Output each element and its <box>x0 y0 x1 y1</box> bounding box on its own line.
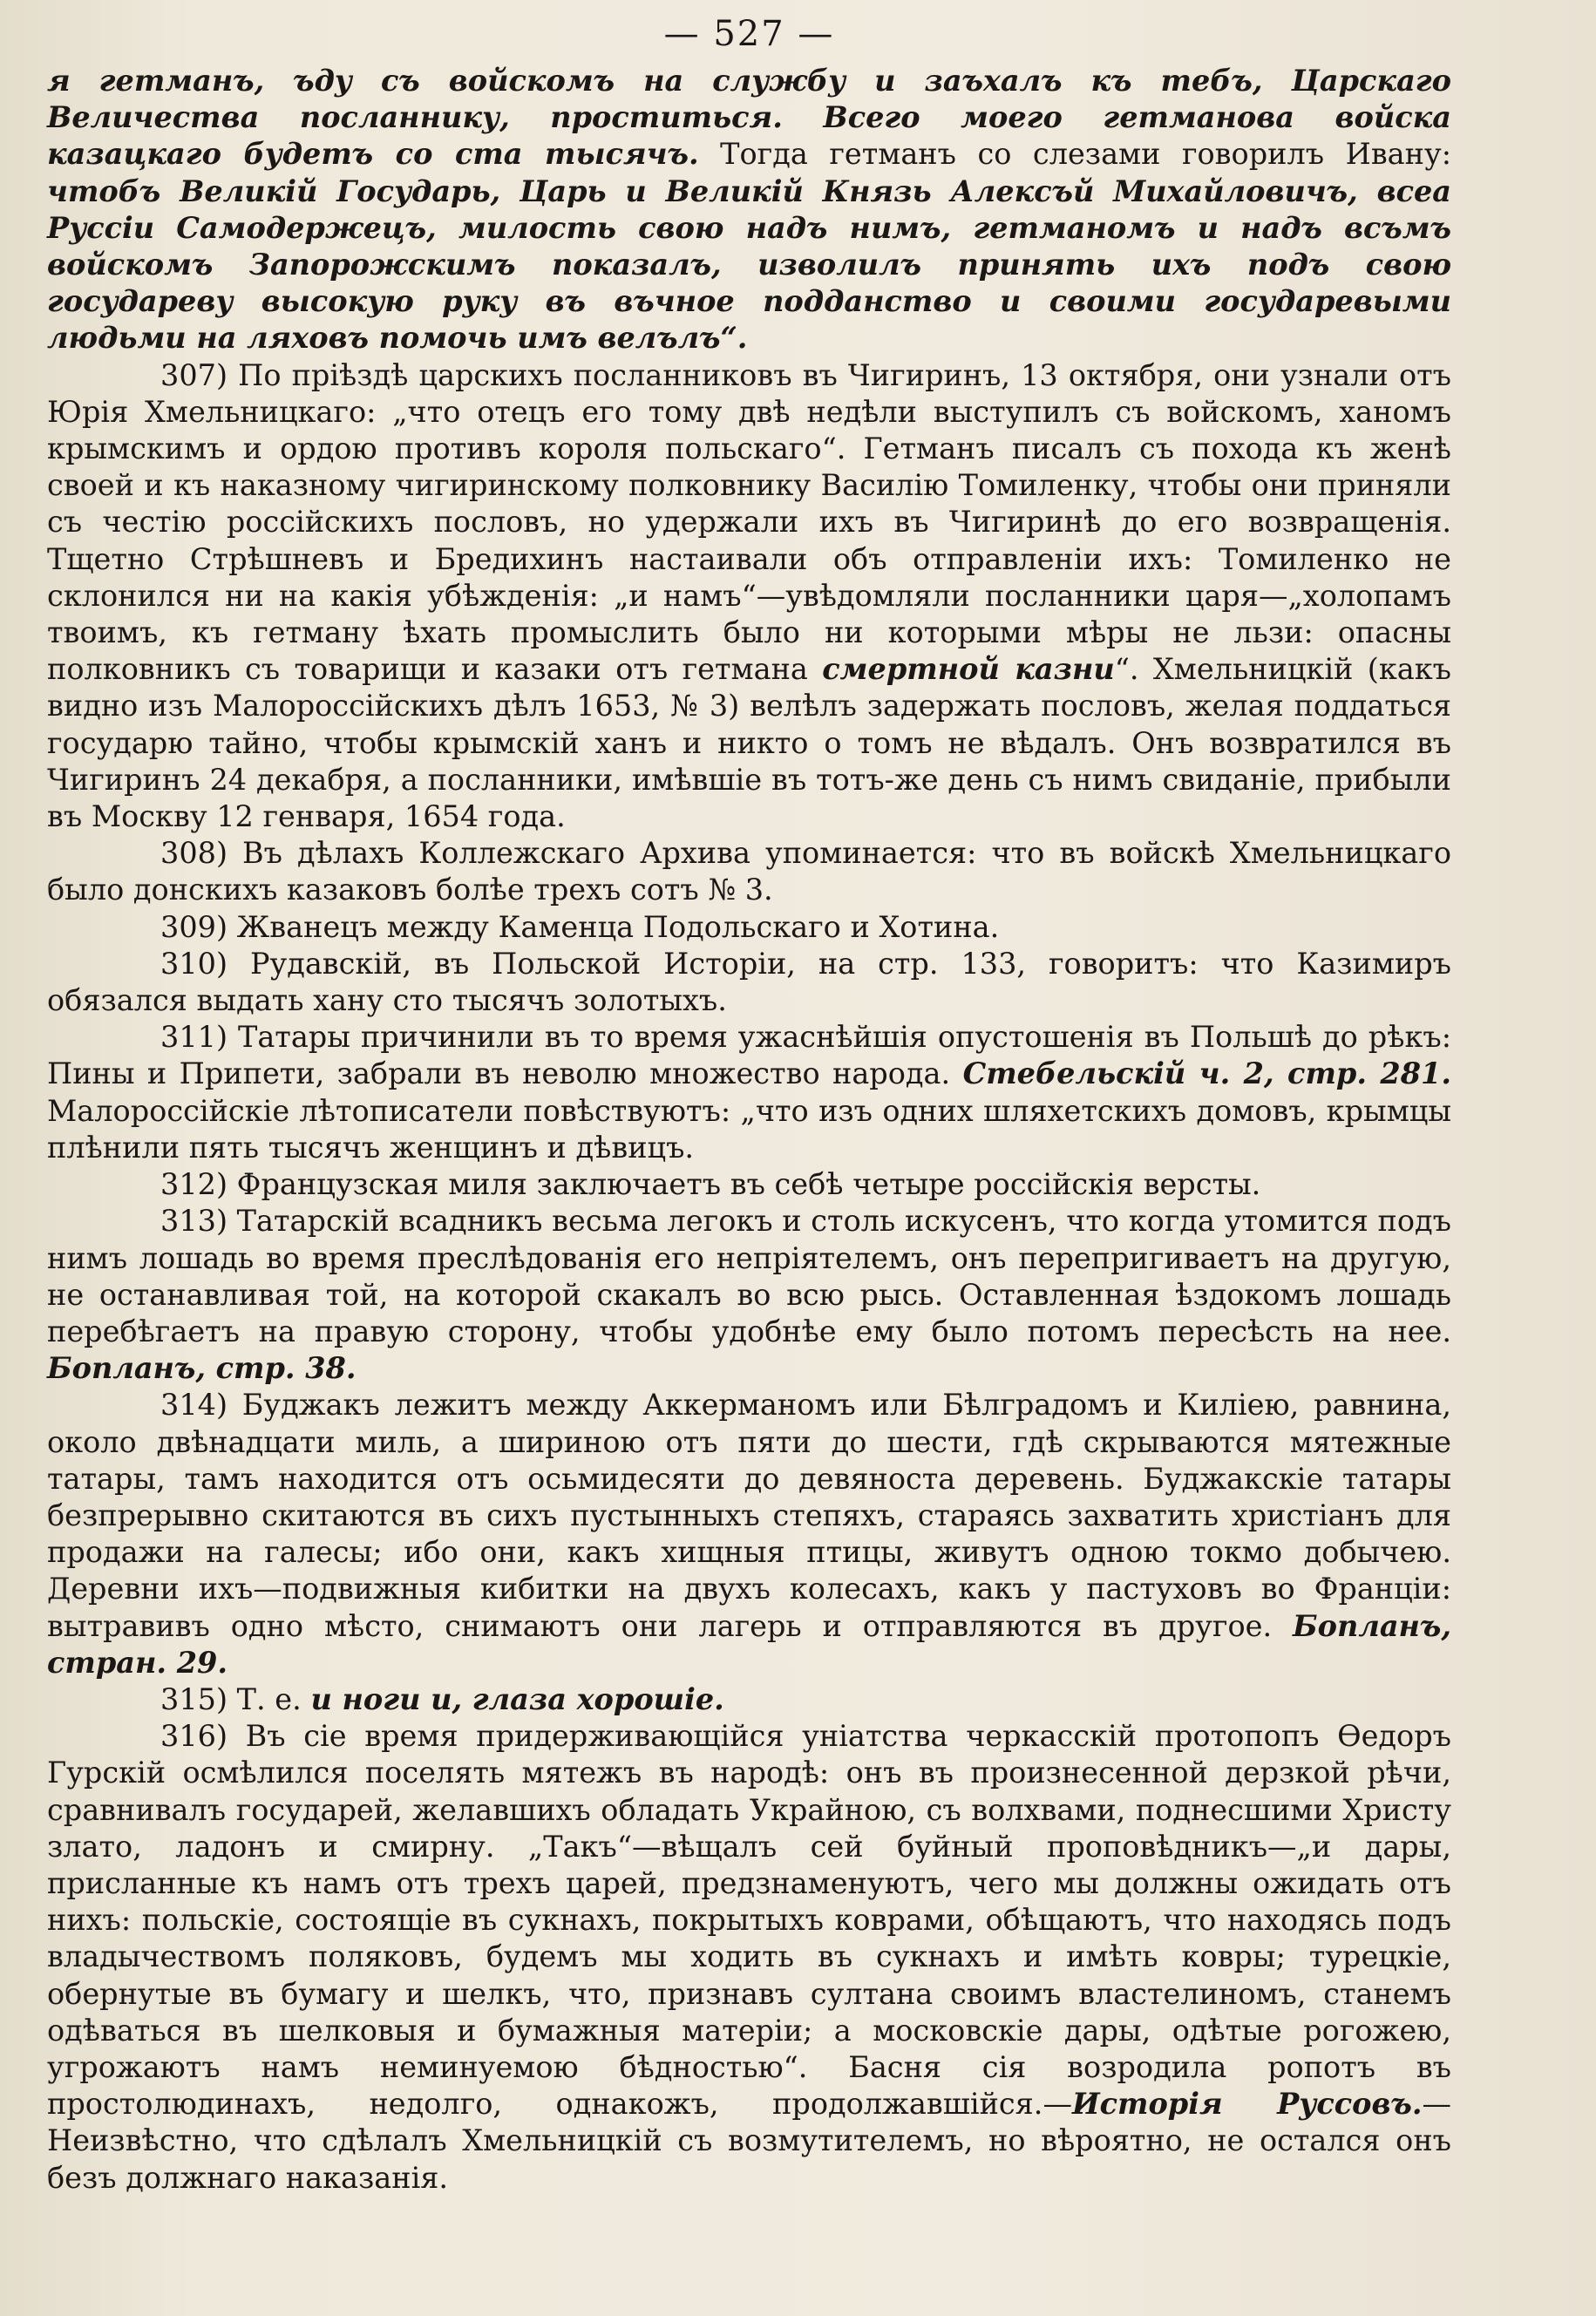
italic-text-segment: чтобъ Великій Государь, Царь и Великій Князь Алексъй Михайловичъ, всеа Руссіи Самодержецъ, милость свою надъ нимъ, гетманомъ и надъ всъмъ войскомъ Запорожскимъ показалъ, изволилъ принять ихъ подъ свою государеву высокую руку въ въчное подданство и своими государевыми людьми на ляховъ помочь имъ велълъ“. <box>47 173 1451 356</box>
text-segment: 314) Буджакъ лежитъ между Аккерманомъ или Бѣлградомъ и Киліею, равнина, около двѣнадцати миль, а шириною отъ пяти до шести, гдѣ скрываются мятежные татары, тамъ находится отъ осьмидесяти до девяноста деревень. Буджакскіе татары безпрерывно скитаются въ сихъ пустынныхъ степяхъ, стараясь захватить христіанъ для продажи на галесы; ибо они, какъ хищныя птицы, живутъ одною токмо добычею. Деревни ихъ—подвижныя кибитки на двухъ колесахъ, какъ у пастуховъ во Франціи: вытравивъ одно мѣсто, снимаютъ они лагерь и отправляются въ другое. <box>47 1388 1451 1643</box>
footnote-paragraph <box>47 1166 1451 1203</box>
text-segment: 309) Жванецъ между Каменца Подольскаго и Хотина. <box>160 909 1000 944</box>
footnote-paragraph <box>47 1203 1451 1387</box>
footnote-paragraph <box>47 357 1451 836</box>
italic-text-segment: Бопланъ, стран. 29. <box>47 1608 1451 1680</box>
italic-text-segment: смертной казни <box>822 652 1115 687</box>
footnote-paragraph <box>47 1387 1451 1681</box>
text-segment: 308) Въ дѣлахъ Коллежскаго Архива упоминается: что въ войскѣ Хмельницкаго было донскихъ казаковъ болѣе трехъ сотъ № 3. <box>47 836 1451 907</box>
text-segment: 311) Татары причинили въ то время ужаснѣйшія опустошенія въ Польшѣ до рѣкъ: Пины и Припети, забрали въ неволю множество народа. <box>47 1020 1451 1091</box>
footnote-paragraph <box>47 1718 1451 2197</box>
text-segment: 313) Татарскій всадникъ весьма легокъ и столь искусенъ, что когда утомится подъ нимъ лошадь во время преслѣдованія его непріятелемъ, онъ перепригиваетъ на другую, не останавливая той, на которой скакалъ во всю рысь. Оставленная ѣздокомъ лошадь перебѣгаетъ на правую сторону, чтобы удобнѣе ему было потомъ пересѣсть на нее. <box>47 1204 1451 1348</box>
italic-text-segment: Стебельскій ч. 2, стр. 281. <box>962 1056 1451 1091</box>
footnote-paragraph <box>47 1681 1451 1718</box>
text-segment: 316) Въ сіе время придерживающійся уніатства черкасскій протопопъ Ѳедоръ Гурскій осмѣлился поселять мятежъ въ народѣ: онъ въ произнесенной дерзкой рѣчи, сравнивалъ государей, желавшихъ обладать Украйною, съ волхвами, поднесшими Христу злато, ладонъ и смирну. „Такъ“—вѣщалъ сей буйный проповѣдникъ—„и дары, присланные къ намъ отъ трехъ царей, предзнаменуютъ, чего мы должны ожидать отъ нихъ: польскіе, состоящіе въ сукнахъ, покрытыхъ коврами, обѣщаютъ, что находясь подъ владычествомъ поляковъ, будемъ мы ходить въ сукнахъ и имѣть ковры; турецкіе, обернутые въ бумагу и шелкъ, что, признавъ султана своимъ властелиномъ, станемъ одѣваться въ шелковыя и бумажныя матеріи; а московскіе дары, одѣтые рогожею, угрожаютъ намъ неминуемою бѣдностью“. Басня сія возродила ропотъ въ простолюдинахъ, недолго, однакожъ, продолжавшійся.— <box>47 1719 1451 2122</box>
italic-text-segment: Бопланъ, стр. 38. <box>47 1351 357 1386</box>
italic-text-segment: Исторія Руссовъ. <box>1071 2087 1423 2122</box>
footnote-paragraph <box>47 909 1451 946</box>
italic-text-segment: я гетманъ, ъду съ войскомъ на службу и заъхалъ къ тебъ, Царскаго Величества посланнику, проститься. Всего моего гетманова войска казацкаго будетъ со ста тысячъ. <box>47 64 1451 172</box>
text-segment: 312) Французская миля заключаетъ въ себѣ четыре россійскія версты. <box>160 1167 1261 1202</box>
body-text <box>47 63 1451 2197</box>
italic-text-segment: и ноги и, глаза хорошіе. <box>310 1681 724 1716</box>
page-number: — 527 — <box>663 14 835 54</box>
continued-paragraph <box>47 63 1451 357</box>
footnote-paragraph <box>47 1019 1451 1166</box>
text-segment: Малороссійскіе лѣтописатели повѣствуютъ: „что изъ одних шляхетскихъ домовъ, крымцы плѣнили пять тысячъ женщинъ и дѣвицъ. <box>47 1093 1451 1165</box>
footnote-paragraph <box>47 946 1451 1019</box>
text-segment: 310) Рудавскій, въ Польской Исторіи, на стр. 133, говоритъ: что Казимиръ обязался выдать хану сто тысячъ золотыхъ. <box>47 946 1451 1018</box>
text-segment: 315) Т. е. <box>160 1681 311 1716</box>
text-segment: Тогда гетманъ со слезами говорилъ Ивану: <box>698 137 1451 172</box>
text-segment: —Неизвѣстно, что сдѣлалъ Хмельницкій съ возмутителемъ, но вѣроятно, не остался онъ безъ должнаго наказанія. <box>47 2087 1452 2195</box>
footnote-paragraph <box>47 835 1451 908</box>
text-segment: “. Хмельницкій (какъ видно изъ Малороссійскихъ дѣлъ 1653, № 3) велѣлъ задержать пословъ, желая поддаться государю тайно, чтобы крымскій ханъ и никто о томъ не вѣдалъ. Онъ возвратился въ Чигиринъ 24 декабря, а посланники, имѣвшіе въ тотъ-же день съ нимъ свиданіе, прибыли въ Москву 12 генваря, 1654 года. <box>47 652 1451 834</box>
text-segment: 307) По пріѣздѣ царскихъ посланниковъ въ Чигиринъ, 13 октября, они узнали отъ Юрія Хмельницкаго: „что отецъ его тому двѣ недѣли выступилъ съ войскомъ, ханомъ крымскимъ и ордою противъ короля польскаго“. Гетманъ писалъ съ похода къ женѣ своей и къ наказному чигиринскому полковнику Василію Томиленку, чтобы они приняли съ честію россійскихъ пословъ, но удержали ихъ въ Чигиринѣ до его возвращенія. Тщетно Стрѣшневъ и Бредихинъ настаивали объ отправленіи ихъ: Томиленко не склонился ни на какія убѣжденія: „и намъ“—увѣдомляли посланники царя—„холопамъ твоимъ, къ гетману ѣхать промыслить было ни которыми мѣры не льзи: опасны полковникъ съ товарищи и казаки отъ гетмана <box>47 357 1451 687</box>
